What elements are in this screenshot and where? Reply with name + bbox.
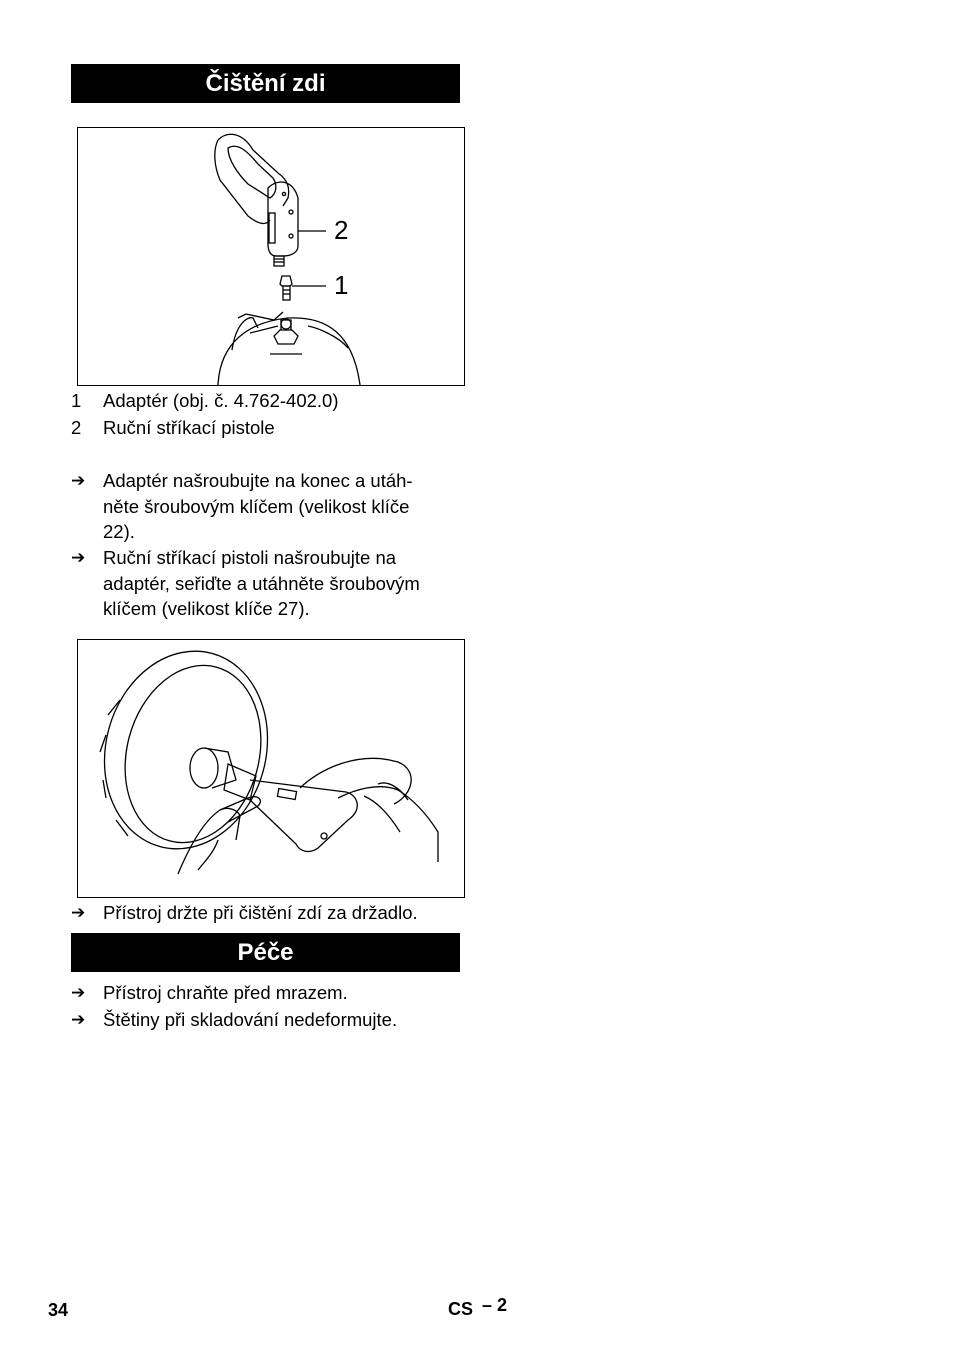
instruction-text: Přístroj chraňte před mrazem. bbox=[103, 982, 348, 1003]
callout-1: 1 bbox=[334, 270, 349, 300]
instruction-text: Štětiny při skladování nedeformujte. bbox=[103, 1009, 398, 1030]
adapter-assembly-illustration bbox=[78, 128, 464, 385]
instruction-step bbox=[71, 545, 466, 622]
care-step bbox=[71, 980, 466, 1006]
figure-holding-handle bbox=[77, 639, 465, 898]
instruction-text bbox=[103, 545, 466, 622]
instruction-step bbox=[71, 468, 466, 545]
sub-page-number: – 2 bbox=[482, 1295, 508, 1315]
text-line: 22). bbox=[103, 521, 135, 542]
language-code: CS bbox=[448, 1299, 474, 1319]
callout-2: 2 bbox=[334, 215, 349, 245]
instruction-text bbox=[103, 900, 466, 926]
legend-number: 1 bbox=[71, 390, 82, 411]
text-line: klíčem (velikost klíče 27). bbox=[103, 598, 310, 619]
instruction-text bbox=[103, 468, 466, 545]
legend-item bbox=[71, 389, 339, 413]
care-step bbox=[71, 1007, 466, 1033]
text-line: Ruční stříkací pistoli našroubujte na bbox=[103, 547, 397, 568]
language-page-label bbox=[448, 1295, 508, 1320]
text-line: Adaptér našroubujte na konec a utáh- bbox=[103, 470, 413, 491]
instruction-step bbox=[71, 900, 466, 926]
section-title-care bbox=[71, 933, 460, 972]
legend-text: Adaptér (obj. č. 4.762-402.0) bbox=[103, 390, 339, 411]
holding-handle-illustration bbox=[78, 640, 464, 897]
figure-adapter-assembly bbox=[77, 127, 465, 386]
text-line: adaptér, seřiďte a utáhněte šroubovým bbox=[103, 572, 420, 594]
page-number: 34 bbox=[48, 1300, 69, 1320]
legend-item bbox=[71, 416, 275, 440]
text-line: Přístroj držte při čištění zdí za držadlo. bbox=[103, 902, 418, 923]
arrow-right-icon: ➔ bbox=[71, 548, 86, 567]
section-title-text: Péče bbox=[237, 938, 294, 966]
text-line: něte šroubovým klíčem (velikost klíče bbox=[103, 495, 410, 517]
legend-text: Ruční stříkací pistole bbox=[103, 417, 275, 438]
arrow-right-icon: ➔ bbox=[71, 471, 86, 490]
arrow-right-icon: ➔ bbox=[71, 983, 86, 1002]
legend-number: 2 bbox=[71, 417, 82, 438]
arrow-right-icon: ➔ bbox=[71, 903, 86, 922]
arrow-right-icon: ➔ bbox=[71, 1010, 86, 1029]
section-title-text: Čištění zdi bbox=[205, 69, 326, 97]
section-title-wall-cleaning bbox=[71, 64, 460, 103]
